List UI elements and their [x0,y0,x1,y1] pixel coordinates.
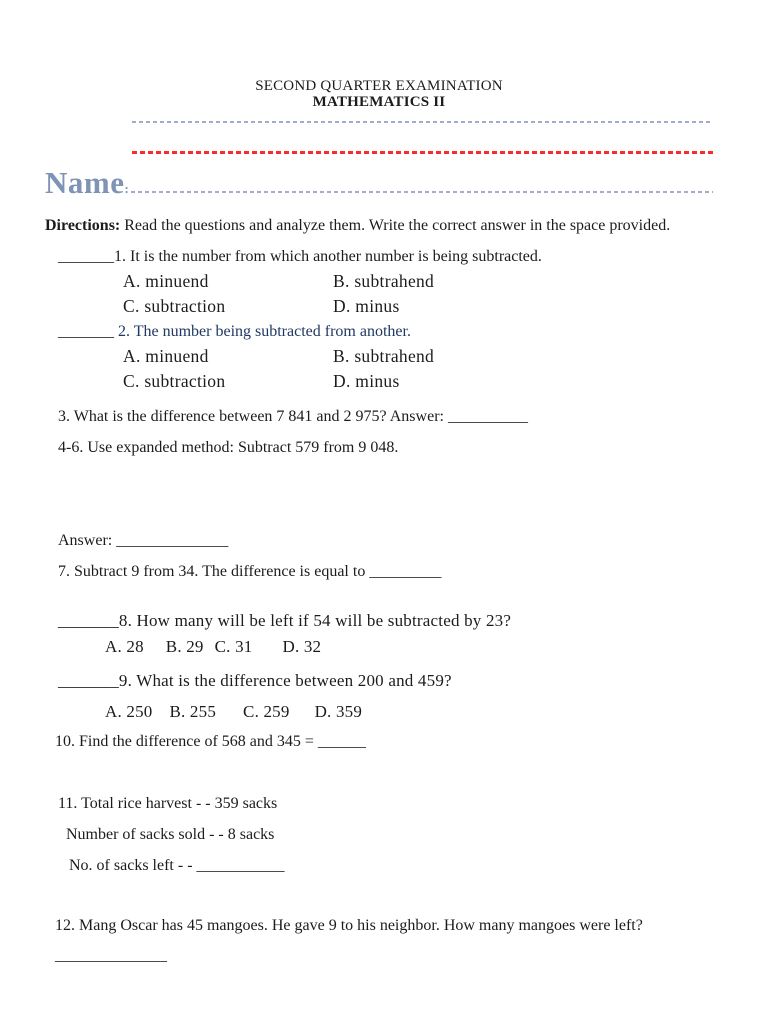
question-8-prompt: _______8. How many will be left if 54 will be subtracted by 23? [58,611,512,630]
directions-paragraph [45,216,713,236]
question-2-choices [123,344,713,394]
question-9-choice-b: B. 255 [169,702,217,721]
question-11-block [45,793,713,877]
question-1-choice-c: C. subtraction [123,296,226,316]
question-8-choice-d: D. 32 [282,637,322,656]
question-1-choice-d: D. minus [333,296,400,316]
question-2-blank: _______ [58,323,114,340]
name-colon: : [124,181,129,196]
question-1-prompt: _______1. It is the number from which another number is being subtracted. [58,248,542,265]
name-field-row [45,166,713,200]
question-4-6-prompt: 4-6. Use expanded method: Subtract 579 from 9 048. [58,439,399,456]
question-9-choices [105,700,713,724]
question-8-choice-b: B. 29 [165,637,204,656]
question-9-choice-c: C. 259 [243,702,290,721]
question-2-choice-d: D. minus [333,371,400,391]
question-2-prompt [58,319,713,344]
question-3-prompt: 3. What is the difference between 7 841 and 2 975? Answer: __________ [58,408,528,425]
question-11-line1: 11. Total rice harvest - - 359 sacks [58,795,278,812]
question-12-answer-blank: ______________ [55,947,167,964]
question-1-choice-a: A. minuend [123,271,209,291]
question-2-text: 2. The number being subtracted from another. [114,323,411,340]
question-2-choice-c: C. subtraction [123,371,226,391]
dashed-divider-blue [132,121,713,123]
question-1-choices [123,269,713,319]
exam-subject-title: MATHEMATICS II [312,94,446,110]
directions-text: Read the questions and analyze them. Write the correct answer in the space provided. [120,217,671,234]
question-12-prompt: 12. Mang Oscar has 45 mangoes. He gave 9 to his neighbor. How many mangoes were left? [55,917,643,934]
exam-title: SECOND QUARTER EXAMINATION [255,78,503,94]
dashed-divider-red [132,151,713,154]
question-4-6-answer-line: Answer: ______________ [58,532,229,549]
question-10-prompt: 10. Find the difference of 568 and 345 = ______ [55,733,366,750]
question-9-prompt: _______9. What is the difference between 200 and 459? [58,671,452,690]
question-11-line3: No. of sacks left - - ___________ [69,857,285,874]
question-8-choice-c: C. 31 [214,637,253,656]
name-label: Name [45,165,125,200]
name-blank-dashed-line [131,191,713,193]
question-7-prompt: 7. Subtract 9 from 34. The difference is equal to _________ [58,563,442,580]
question-9-choice-a: A. 250 [105,702,153,721]
question-9-choice-d: D. 359 [314,702,363,721]
question-2-choice-a: A. minuend [123,346,209,366]
question-11-line2: Number of sacks sold - - 8 sacks [66,826,275,843]
document-header [45,78,713,110]
question-8-choices [105,635,713,659]
question-8-choice-a: A. 28 [105,637,144,656]
question-2-choice-b: B. subtrahend [333,346,435,366]
directions-label: Directions: [45,217,121,234]
question-1-choice-b: B. subtrahend [333,271,435,291]
